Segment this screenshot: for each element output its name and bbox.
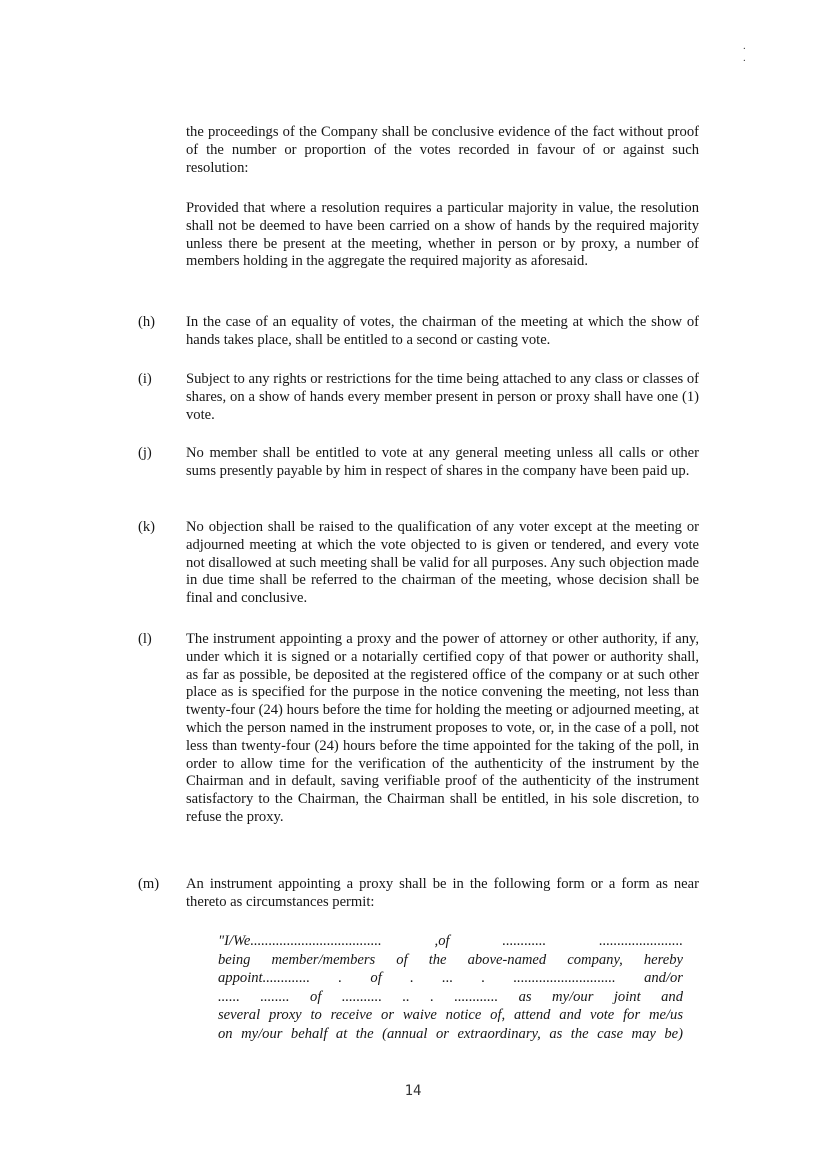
clause-label-k: (k) [138,519,156,535]
proxy-form-line: several proxy to receive or waive notice of, attend and vote for me/us [218,1007,683,1023]
clause-text-k: No objection shall be raised to the qualification of any voter except at the meeting or adjourned meeting at which the vote objected to is given or tendered, and every vote not disallowed at such meeting shall be valid for all purposes. Any such objection made in due time shall be referred to the chairman of the meeting, whose decision shall be final and conclusive. [186,519,699,607]
proxy-form-line: being member/members of the above-named company, hereby [218,951,683,968]
page-number: 14 [404,1083,422,1099]
clause-text-m: An instrument appointing a proxy shall be in the following form or a form as near thereto as circumstances permit: [186,876,699,910]
clause-text-l: The instrument appointing a proxy and the power of attorney or other authority, if any, under which it is signed or a notarially certified copy of that power or authority shall, as far as possible, be deposited at the registered office of the company or at such other place as is specified for the purpose in the notice convening the meeting, not less than twenty-four (24) hours before the time for holding the meeting or adjourned meeting, at which the person named in the instrument proposes to vote, or, in the case of a poll, not less than twenty-four (24) hours before the time appointed for the taking of the poll, in order to allow time for the verification of the authenticity of the instrument by the Chairman and in default, saving verifiable proof of the authenticity of the instrument satisfactory to the Chairman, the Chairman shall be entitled, in his sole discretion, to refuse the proxy. [186,631,699,825]
clause-label-l: (l) [138,631,152,647]
clause-label-m: (m) [138,876,160,892]
proxy-form-line: appoint............. . of . ... . ............................ and/or [218,970,683,986]
clause-text-j: No member shall be entitled to vote at any general meeting unless all calls or other sums presently payable by him in respect of shares in the company have been paid up. [186,445,699,479]
proxy-form [218,932,683,1043]
continuation-paragraph: the proceedings of the Company shall be conclusive evidence of the fact without proof of the number or proportion of the votes recorded in favour of or against such resolution: [186,124,699,176]
proxy-form-line: on my/our behalf at the (annual or extraordinary, as the case may be) [218,1025,683,1042]
clause-label-j: (j) [138,445,152,461]
corner-marks: . . [743,40,786,64]
clause-label-i: (i) [138,371,152,387]
clause-text-i: Subject to any rights or restrictions for the time being attached to any class or classes of shares, on a show of hands every member present in person or proxy shall have one (1) vote. [186,371,699,423]
proviso-paragraph: Provided that where a resolution requires a particular majority in value, the resolution shall not be deemed to have been carried on a show of hands by the required majority unless there be present at the meeting, whether in person or by proxy, a number of members holding in the aggregate the required majority as aforesaid. [186,200,699,270]
proxy-form-line: "I/We.................................... ,of ............ ....................... [218,933,683,949]
clause-text-h: In the case of an equality of votes, the chairman of the meeting at which the show of hands takes place, shall be entitled to a second or casting vote. [186,314,699,348]
clause-label-h: (h) [138,314,156,330]
proxy-form-line: ...... ........ of ........... .. . ............ as my/our joint and [218,988,683,1005]
